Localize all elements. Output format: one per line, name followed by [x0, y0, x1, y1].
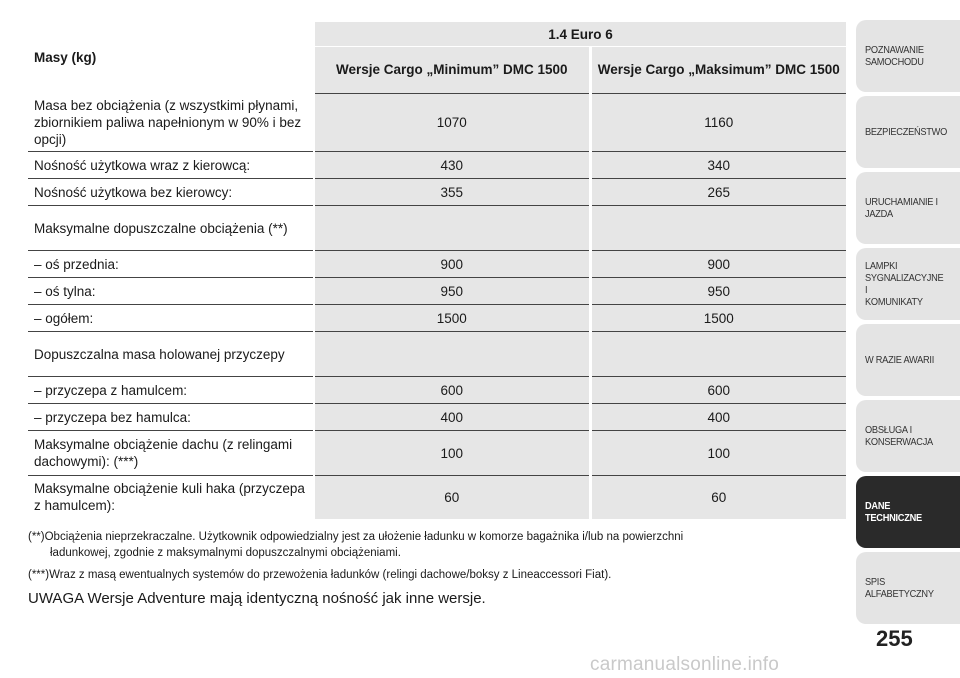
- tab-poznawanie-samochodu[interactable]: [856, 20, 960, 92]
- row-value-minimum: 100: [314, 431, 590, 476]
- row-label: Maksymalne obciążenie kuli haka (przyczepa z hamulcem):: [34, 481, 305, 514]
- row-value-minimum: 950: [314, 278, 590, 305]
- tab-uruchamianie-i-jazda[interactable]: [856, 172, 960, 244]
- row-label: – przyczepa bez hamulca:: [28, 404, 314, 431]
- tab-bezpieczenstwo[interactable]: [856, 96, 960, 168]
- row-label: Masa bez obciążenia (z wszystkimi płynami, zbiornikiem paliwa napełnionym w 90% i bez opcji): [28, 94, 314, 152]
- table-row: [28, 377, 846, 404]
- row-value-minimum: 1500: [314, 305, 590, 332]
- table-row: [28, 476, 846, 519]
- tab-w-razie-awarii[interactable]: [856, 324, 960, 396]
- footnote-loads-line1: (**)Obciążenia nieprzekraczalne. Użytkownik odpowiedzialny jest za ułożenie ładunku w komorze bagażnika i/lub na powierzchni: [28, 531, 684, 543]
- row-value-maksimum: 100: [590, 431, 846, 476]
- watermark: carmanualsonline.info: [590, 654, 780, 675]
- header-col-maksimum: Wersje Cargo „Maksimum” DMC 1500: [590, 47, 846, 94]
- row-value-maksimum: 1500: [590, 305, 846, 332]
- row-value-maksimum: 900: [590, 251, 846, 278]
- table-row: [28, 152, 846, 179]
- chapter-tabs: [856, 20, 960, 628]
- row-value-minimum: 430: [314, 152, 590, 179]
- header-mass-label: Masy (kg): [34, 50, 97, 66]
- warning-note: UWAGA Wersje Adventure mają identyczną nośność jak inne wersje.: [28, 590, 486, 607]
- tab-label: POZNAWANIE SAMOCHODU: [865, 44, 924, 68]
- row-label: Maksymalne dopuszczalne obciążenia (**): [28, 206, 314, 251]
- footnote-loads-line2: ładunkowej, zgodnie z maksymalnymi dopuszczalnymi obciążeniami.: [50, 547, 401, 559]
- tab-label: URUCHAMIANIE I JAZDA: [865, 196, 938, 220]
- tab-dane-techniczne[interactable]: [856, 476, 960, 548]
- row-value-minimum: [314, 332, 590, 377]
- row-value-maksimum: 340: [590, 152, 846, 179]
- row-label: Maksymalne obciążenie dachu (z relingami dachowymi): (***): [28, 431, 314, 476]
- row-label: Nośność użytkowa bez kierowcy:: [28, 179, 314, 206]
- tab-obsluga-i-konserwacja[interactable]: [856, 400, 960, 472]
- tab-label: DANE TECHNICZNE: [865, 500, 922, 524]
- page-number: 255: [876, 626, 913, 651]
- tab-spis-alfabetyczny[interactable]: [856, 552, 960, 624]
- row-value-minimum: 60: [314, 476, 590, 519]
- tab-label: LAMPKI SYGNALIZACYJNE I KOMUNIKATY: [865, 260, 944, 308]
- tab-label: SPIS ALFABETYCZNY: [865, 576, 934, 600]
- row-value-maksimum: 1160: [590, 94, 846, 152]
- table-row: [28, 278, 846, 305]
- row-label: Nośność użytkowa wraz z kierowcą:: [28, 152, 314, 179]
- table-row: [28, 332, 846, 377]
- header-col-minimum: Wersje Cargo „Minimum” DMC 1500: [314, 47, 590, 94]
- row-value-maksimum: 950: [590, 278, 846, 305]
- row-value-maksimum: [590, 206, 846, 251]
- table-row: [28, 404, 846, 431]
- row-label: – oś tylna:: [28, 278, 314, 305]
- row-value-minimum: 600: [314, 377, 590, 404]
- table-row: [28, 431, 846, 476]
- footnotes: [28, 529, 838, 607]
- table-row: [28, 94, 846, 152]
- tab-lampki-sygnalizacyjne[interactable]: [856, 248, 960, 320]
- row-label: – oś przednia:: [28, 251, 314, 278]
- row-label: – przyczepa z hamulcem:: [28, 377, 314, 404]
- row-value-maksimum: 265: [590, 179, 846, 206]
- row-value-maksimum: [590, 332, 846, 377]
- mass-spec-table: [28, 22, 846, 519]
- row-label: Dopuszczalna masa holowanej przyczepy: [28, 332, 314, 377]
- table-row: [28, 251, 846, 278]
- row-label: – ogółem:: [28, 305, 314, 332]
- table-row: [28, 206, 846, 251]
- row-value-maksimum: 600: [590, 377, 846, 404]
- row-value-minimum: 1070: [314, 94, 590, 152]
- row-value-maksimum: 60: [590, 476, 846, 519]
- row-value-minimum: 400: [314, 404, 590, 431]
- row-value-minimum: 355: [314, 179, 590, 206]
- tab-label: W RAZIE AWARII: [865, 354, 935, 366]
- tab-label: OBSŁUGA I KONSERWACJA: [865, 424, 933, 448]
- row-value-minimum: [314, 206, 590, 251]
- table-row: [28, 179, 846, 206]
- footnote-roof: (***)Wraz z masą ewentualnych systemów do przewożenia ładunków (relingi dachowe/boksy z Lineaccessori Fiat).: [28, 569, 612, 581]
- table-row: [28, 305, 846, 332]
- row-value-minimum: 900: [314, 251, 590, 278]
- footnote-loads: [28, 529, 838, 561]
- tab-label: BEZPIECZEŃSTWO: [865, 126, 948, 138]
- header-engine: 1.4 Euro 6: [314, 22, 846, 47]
- row-value-maksimum: 400: [590, 404, 846, 431]
